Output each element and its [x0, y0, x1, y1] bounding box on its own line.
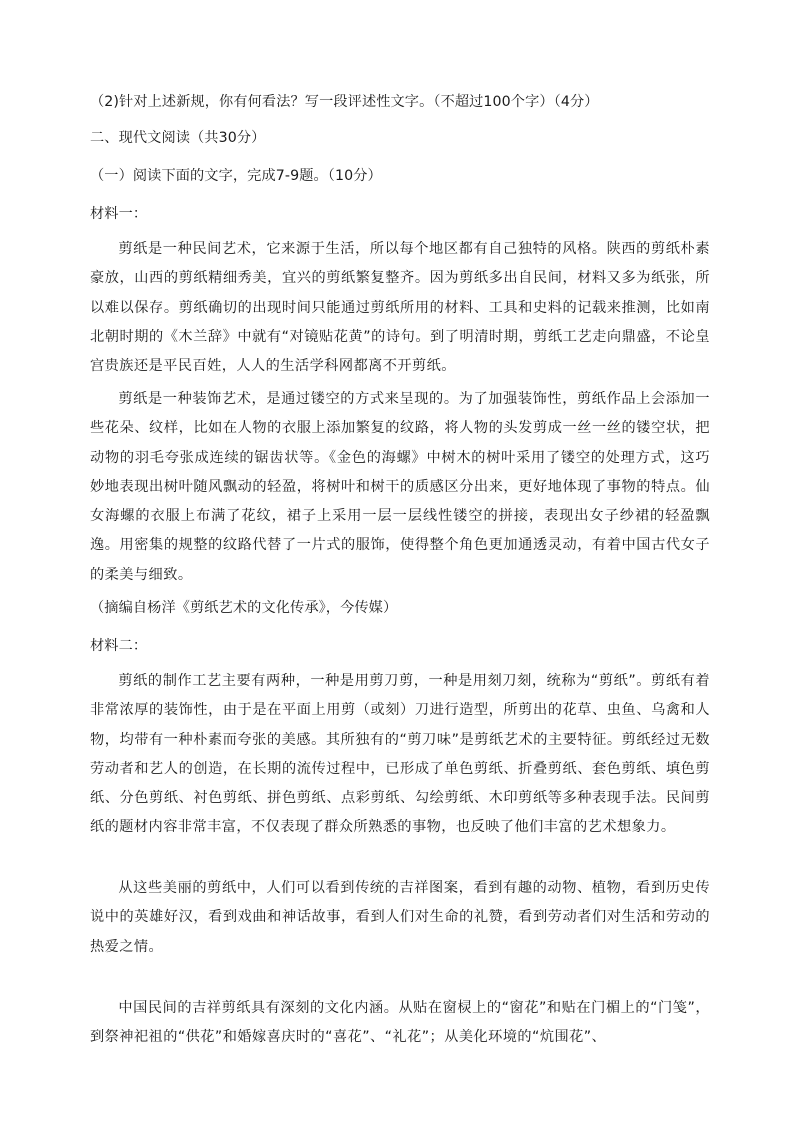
- material-2-paragraph-3: 中国民间的吉祥剪纸具有深刻的文化内涵。从贴在窗棂上的“窗花”和贴在门楣上的“门笺”，到祭神祀祖的“供花”和婚嫁喜庆时的“喜花”、“礼花”；从美化环境的“炕围花”、: [90, 1000, 710, 1046]
- material-2-paragraph-2: 从这些美丽的剪纸中，人们可以看到传统的吉祥图案，看到有趣的动物、植物，看到历史传说中的英雄好汉，看到戏曲和神话故事，看到人们对生命的礼赞，看到劳动者们对生活和劳动的热爱之情。: [90, 880, 710, 955]
- material-1-label: 材料一：: [90, 206, 148, 222]
- section-2-heading: 二、现代文阅读（共30分）: [90, 130, 266, 146]
- material-1-paragraph-1: 剪纸是一种民间艺术，它来源于生活，所以每个地区都有自己独特的风格。陕西的剪纸朴素豪放，山西的剪纸精细秀美，宜兴的剪纸繁复整齐。因为剪纸多出自民间，材料又多为纸张，所以难以保存。剪纸确切的出现时间只能通过剪纸所用的材料、工具和史料的记载来推测，比如南北朝时期的《木兰辞》中就有“对镜贴花黄”的诗句。到了明清时期，剪纸工艺走向鼎盛，不论皇宫贵族还是平民百姓，人人的生活学科网都离不开剪纸。: [90, 241, 710, 375]
- subsection-1-heading: （一）阅读下面的文字，完成7-9题。（10分）: [90, 168, 382, 184]
- material-2-label: 材料二：: [90, 638, 148, 654]
- question-2-prompt: （2)针对上述新规，你有何看法？写一段评述性文字。（不超过100个字）（4分）: [90, 94, 599, 110]
- material-2-paragraph-1: 剪纸的制作工艺主要有两种，一种是用剪刀剪，一种是用刻刀刻，统称为“剪纸”。剪纸有着非常浓厚的装饰性，由于是在平面上用剪（或刻）刀进行造型，所剪出的花草、虫鱼、乌禽和人物，均带有一种朴素而夸张的美感。其所独有的“剪刀味”是剪纸艺术的主要特征。剪纸经过无数劳动者和艺人的创造，在长期的流传过程中，已形成了单色剪纸、折叠剪纸、套色剪纸、填色剪纸、分色剪纸、衬色剪纸、拼色剪纸、点彩剪纸、勾绘剪纸、木印剪纸等多种表现手法。民间剪纸的题材内容非常丰富，不仅表现了群众所熟悉的事物，也反映了他们丰富的艺术想象力。: [90, 673, 710, 836]
- material-1-paragraph-2: 剪纸是一种装饰艺术，是通过镂空的方式来呈现的。为了加强装饰性，剪纸作品上会添加一些花朵、纹样，比如在人物的衣服上添加繁复的纹路，将人物的头发剪成一丝一丝的镂空状，把动物的羽毛夸张成连续的锯齿状等。《金色的海螺》中树木的树叶采用了镂空的处理方式，这巧妙地表现出树叶随风飘动的轻盈，将树叶和树干的质感区分出来，更好地体现了事物的特点。仙女海螺的衣服上布满了花纹，裙子上采用一层一层线性镂空的拼接，表现出女子纱裙的轻盈飘逸。用密集的规整的纹路代替了一片式的服饰，使得整个角色更加通透灵动，有着中国古代女子的柔美与细致。: [90, 391, 710, 583]
- material-1-source: （摘编自杨洋《剪纸艺术的文化传承》，今传媒）: [90, 600, 398, 616]
